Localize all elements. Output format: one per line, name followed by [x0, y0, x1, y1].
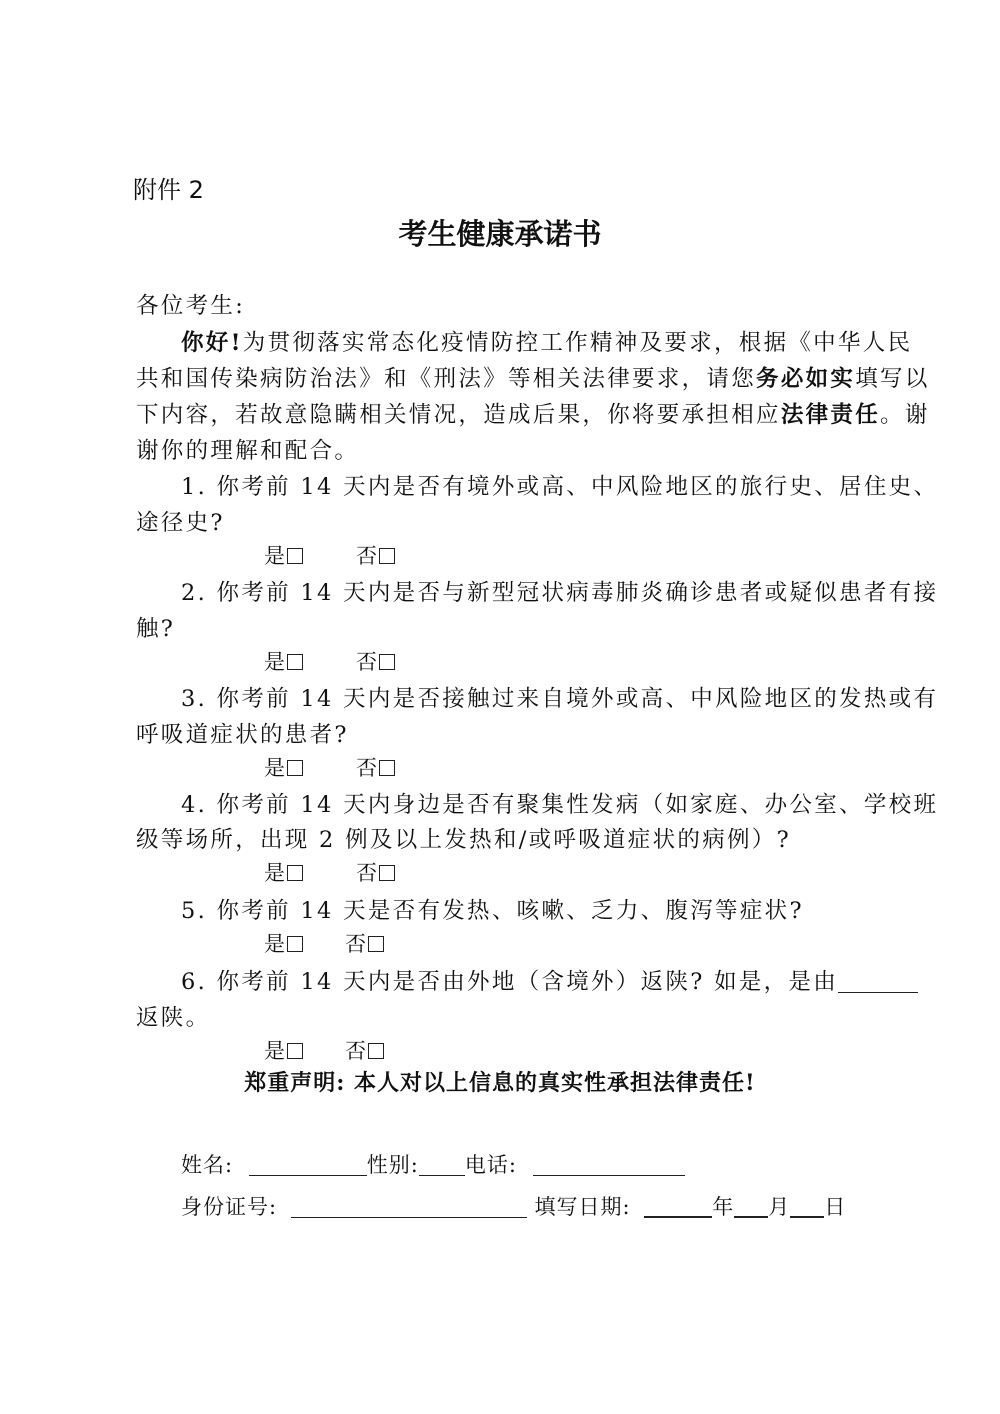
year-label: 年: [712, 1195, 735, 1219]
checkbox[interactable]: [287, 654, 303, 670]
id-date-row: [181, 1191, 846, 1221]
question-6-line-2: 返陕。: [136, 1005, 211, 1031]
q2-no-option[interactable]: 否: [356, 646, 395, 676]
checkbox[interactable]: [379, 654, 395, 670]
month-field[interactable]: [734, 1194, 768, 1218]
phone-label: 电话:: [464, 1153, 517, 1177]
emphasis-truthful: 务必如实: [756, 366, 856, 392]
intro-line-3: 下内容，若故意隐瞒相关情况，造成后果，你将要承担相应法律责任。谢: [136, 402, 930, 428]
personal-info-row: [181, 1149, 685, 1179]
question-3-line-1: 3. 你考前 14 天内是否接触过来自境外或高、中风险地区的发热或有: [181, 686, 939, 712]
greeting: 你好!: [181, 330, 243, 356]
checkbox[interactable]: [368, 1043, 384, 1059]
checkbox[interactable]: [287, 760, 303, 776]
month-label: 月: [768, 1195, 791, 1219]
q4-yes-option[interactable]: 是: [264, 857, 303, 887]
q5-no-option[interactable]: 否: [345, 928, 384, 958]
q1-no-option[interactable]: 否: [356, 540, 395, 570]
checkbox[interactable]: [368, 936, 384, 952]
name-field[interactable]: [249, 1153, 367, 1176]
question-6-line-1: 6. 你考前 14 天内是否由外地（含境外）返陕? 如是，是由: [181, 964, 918, 996]
intro-line-4: 谢你的理解和配合。: [136, 438, 360, 464]
question-5-line-1: 5. 你考前 14 天是否有发热、咳嗽、乏力、腹泻等症状?: [181, 898, 804, 924]
year-field[interactable]: [644, 1194, 712, 1218]
question-1-line-2: 途径史?: [136, 510, 225, 536]
q6-no-option[interactable]: 否: [345, 1035, 384, 1065]
checkbox[interactable]: [287, 1043, 303, 1059]
question-2-line-2: 触?: [136, 616, 176, 642]
gender-label: 性别:: [366, 1153, 419, 1177]
id-number-label: 身份证号:: [181, 1195, 278, 1219]
checkbox[interactable]: [287, 936, 303, 952]
attachment-label: 附件 2: [133, 176, 204, 204]
q4-no-option[interactable]: 否: [356, 857, 395, 887]
intro-line-2: 共和国传染病防治法》和《刑法》等相关法律要求，请您务必如实填写以: [136, 366, 930, 392]
question-4-line-2: 级等场所，出现 2 例及以上发热和/或呼吸道症状的病例）?: [136, 827, 791, 853]
phone-field[interactable]: [533, 1153, 685, 1176]
declaration: 郑重声明: 本人对以上信息的真实性承担法律责任!: [244, 1070, 756, 1096]
question-2-line-1: 2. 你考前 14 天内是否与新型冠状病毒肺炎确诊患者或疑似患者有接: [181, 580, 939, 606]
checkbox[interactable]: [287, 548, 303, 564]
return-origin-blank[interactable]: [838, 970, 918, 993]
page-title: 考生健康承诺书: [398, 217, 602, 251]
question-1-line-1: 1. 你考前 14 天内是否有境外或高、中风险地区的旅行史、居住史、: [181, 474, 939, 500]
date-label: 填写日期:: [534, 1195, 631, 1219]
day-label: 日: [824, 1195, 847, 1219]
checkbox[interactable]: [379, 760, 395, 776]
name-label: 姓名:: [181, 1153, 234, 1177]
q1-yes-option[interactable]: 是: [264, 540, 303, 570]
checkbox[interactable]: [379, 865, 395, 881]
intro-line-1: 你好!为贯彻落实常态化疫情防控工作精神及要求，根据《中华人民: [181, 330, 913, 356]
id-number-field[interactable]: [291, 1195, 527, 1218]
checkbox[interactable]: [379, 548, 395, 564]
salutation: 各位考生:: [136, 293, 246, 319]
q5-yes-option[interactable]: 是: [264, 928, 303, 958]
gender-field[interactable]: [419, 1153, 465, 1176]
question-3-line-2: 呼吸道症状的患者?: [136, 722, 349, 748]
q3-no-option[interactable]: 否: [356, 752, 395, 782]
checkbox[interactable]: [287, 865, 303, 881]
emphasis-legal: 法律责任: [780, 402, 881, 428]
q3-yes-option[interactable]: 是: [264, 752, 303, 782]
day-field[interactable]: [790, 1194, 824, 1218]
question-4-line-1: 4. 你考前 14 天内身边是否有聚集性发病（如家庭、办公室、学校班: [181, 792, 939, 818]
q2-yes-option[interactable]: 是: [264, 646, 303, 676]
q6-yes-option[interactable]: 是: [264, 1035, 303, 1065]
